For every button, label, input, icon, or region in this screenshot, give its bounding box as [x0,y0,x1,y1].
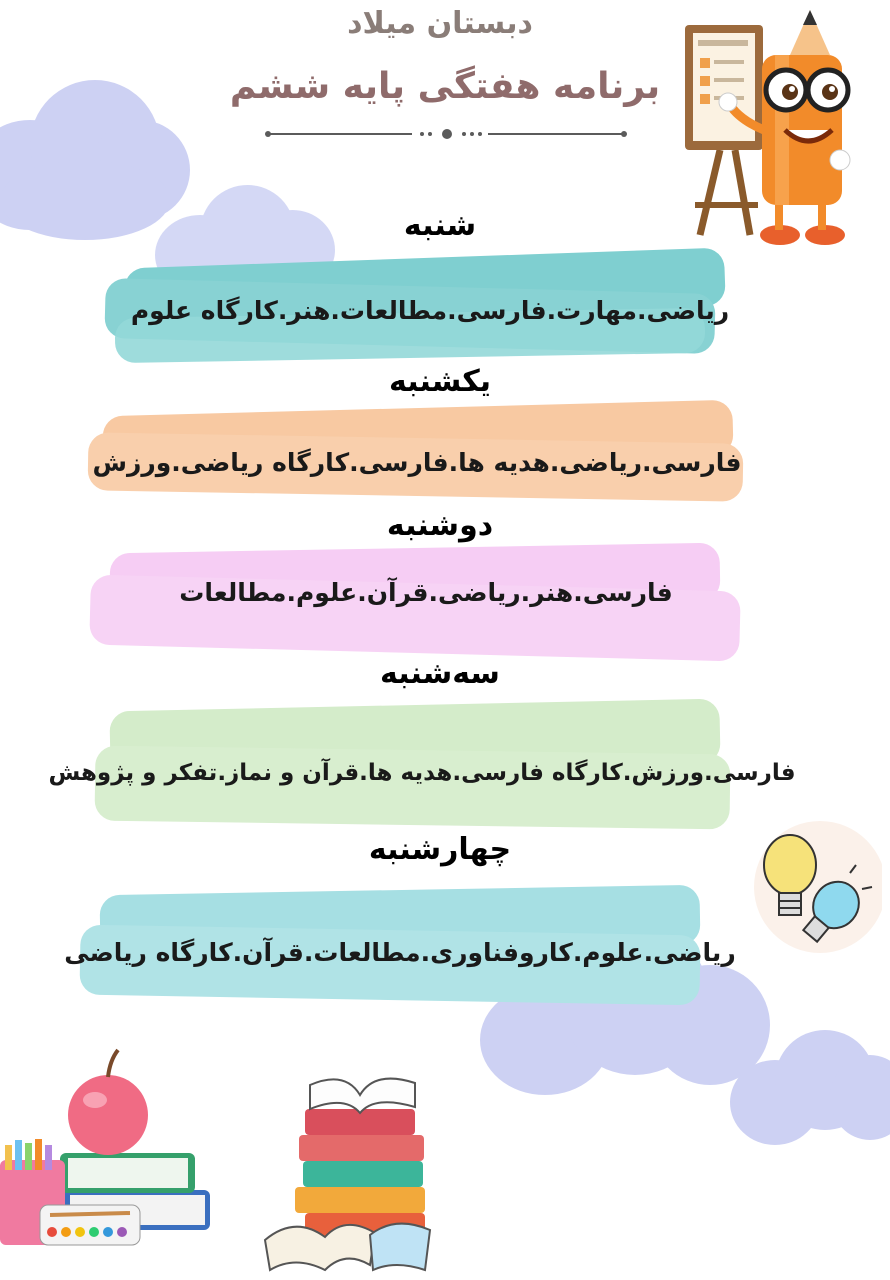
cloud-bottom-right [730,1030,890,1150]
subjects-text: ریاضی.علوم.کاروفناوری.مطالعات.قرآن.کارگاه ریاضی [64,938,736,967]
light-bulbs-icon [752,815,882,960]
title-divider [262,124,632,144]
day-label: شنبه [403,208,477,243]
day-label: دوشنبه [386,508,494,543]
day-label: سه‌شنبه [380,656,500,691]
subjects-text: فارسی.ورزش.کارگاه فارسی.هدیه ها.قرآن و نماز.تفکر و پژوهش [48,760,796,786]
subjects-band [90,548,740,668]
day-label: یکشنبه [389,364,491,399]
program-title: برنامه هفتگی پایه ششم [229,66,661,107]
subjects-text: فارسی.ریاضی.هدیه ها.فارسی.کارگاه ریاضی.ورزش [92,448,742,477]
book-stack-icon [255,1065,455,1275]
day-label: چهارشنبه [368,832,512,867]
subjects-text: ریاضی.مهارت.فارسی.مطالعات.هنر.کارگاه علوم [130,296,730,325]
school-name: دبستان میلاد [347,6,533,41]
apple-books-icon [0,1045,240,1255]
subjects-text: فارسی.هنر.ریاضی.قرآن.علوم.مطالعات [179,578,673,607]
